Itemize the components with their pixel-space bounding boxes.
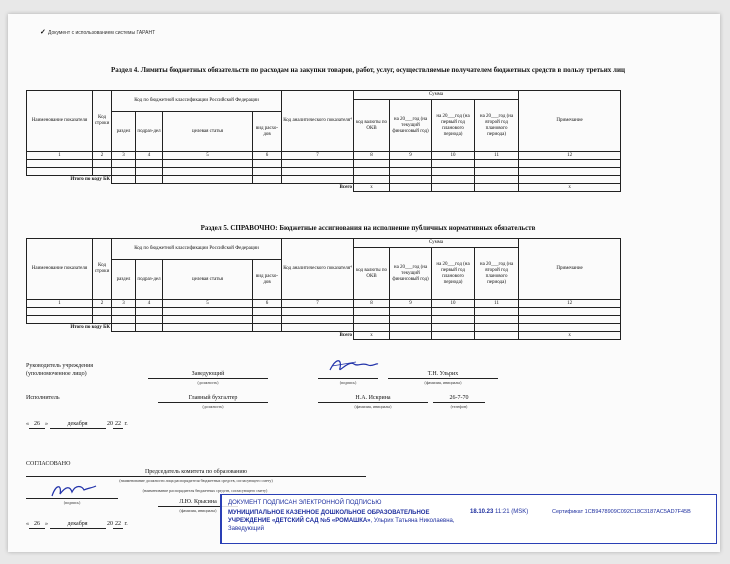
th-cel: целевая статья: [163, 112, 253, 152]
th-podrazdel: подраз-дел: [136, 260, 163, 300]
top-note: Документ с использованием системы ГАРАНТ: [48, 30, 156, 36]
th-sum: Сумма: [354, 91, 519, 100]
table-row: [27, 316, 621, 324]
agreed-signature-line: [26, 490, 118, 499]
table-row: [27, 308, 621, 316]
th-vid: вид расхо-дов: [253, 260, 282, 300]
th-analytic: Код аналитического показателя⁴: [282, 91, 354, 152]
exec-label: Исполнитель: [26, 395, 60, 401]
th-note: Примечание: [519, 239, 621, 300]
head-label: Руководитель учреждения (уполномоченное лицо): [26, 363, 94, 377]
exec-phone: 26-7-70: [433, 394, 485, 403]
th-row-code: Код строки: [93, 239, 112, 300]
section4-table: [26, 90, 621, 192]
head-signature-icon: [326, 356, 380, 376]
stamp-header: ДОКУМЕНТ ПОДПИСАН ЭЛЕКТРОННОЙ ПОДПИСЬЮ: [228, 500, 382, 506]
table-row: 1 2 3 4 5 6 7 8 9 10 11 12: [27, 152, 621, 160]
th-vid: вид расхо-дов: [253, 112, 282, 152]
agreed-position: Председатель комитета по образованию: [26, 468, 366, 477]
section5-title: Раздел 5. СПРАВОЧНО: Бюджетные ассигнования на исполнение публичных нормативных обязательств: [200, 224, 536, 232]
agreed-name: Л.Ю. Крысина: [158, 498, 238, 507]
table-row-vsego: Всего x x: [27, 332, 621, 340]
th-sum: Сумма: [354, 239, 519, 248]
th-razdel: раздел: [112, 112, 136, 152]
agreed-label: СОГЛАСОВАНО: [26, 461, 71, 467]
stamp-org: МУНИЦИПАЛЬНОЕ КАЗЕННОЕ ДОШКОЛЬНОЕ ОБРАЗОВАТЕЛЬНОЕ УЧРЕЖДЕНИЕ «ДЕТСКИЙ САД №5 «РОМАШКА», Ульрих Татьяна Николаевна, Заведующий: [228, 510, 455, 532]
section4-title: Раздел 4. Лимиты бюджетных обязательств по расходам на закупки товаров, работ, услуг, осуществляемые получателем бюджетных средств в пользу третьих лиц: [110, 66, 626, 74]
date-row-2: « 26 » декабря 20 22 г.: [26, 521, 128, 527]
th-bk-code: Код по бюджетной классификации Российской Федерации: [112, 91, 282, 112]
th-bk-code: Код по бюджетной классификации Российской Федерации: [112, 239, 282, 260]
th-year2: на 20___год (на первый год планового периода): [432, 100, 475, 152]
th-razdel: раздел: [112, 260, 136, 300]
garant-mark: ✓: [40, 28, 46, 36]
exec-position: Главный бухгалтер: [158, 394, 268, 403]
table-row: [27, 168, 621, 176]
th-year2: на 20___год (на первый год планового периода): [432, 248, 475, 300]
exec-name: Н.А. Искрина: [318, 394, 428, 403]
table-row: [27, 160, 621, 168]
th-year1: на 20___год (на текущий финансовый год): [390, 248, 432, 300]
th-name: Наименование показателя: [27, 91, 93, 152]
th-name: Наименование показателя: [27, 239, 93, 300]
head-position: Заведующий: [148, 370, 268, 379]
th-year1: на 20___год (на текущий финансовый год): [390, 100, 432, 152]
date-row-1: « 26 » декабря 20 22 г.: [26, 421, 128, 427]
th-currency: код валюты по ОКВ: [354, 248, 390, 300]
section5-table: [26, 238, 621, 340]
th-row-code: Код строки: [93, 91, 112, 152]
th-analytic: Код аналитического показателя⁴: [282, 239, 354, 300]
table-row-itogo: Итого по коду БК: [27, 324, 621, 332]
th-year3: на 20___год (на второй год планового периода): [475, 100, 519, 152]
table-row: 1 2 3 4 5 6 7 8 9 10 11 12: [27, 300, 621, 308]
th-note: Примечание: [519, 91, 621, 152]
stamp-datetime: 18.10.23 11:21 (MSK): [470, 509, 529, 515]
table-row-vsego: Всего x x: [27, 184, 621, 192]
stamp-certificate: Сертификат 1CB9478909C092C18C3187AC5AD7F45B: [552, 509, 691, 515]
table-row-itogo: Итого по коду БК: [27, 176, 621, 184]
document-page: ✓ Документ с использованием системы ГАРАНТ Раздел 4. Лимиты бюджетных обязательств по расходам на закупки товаров, работ, услуг, осуществляемые получателем бюджетных средств в пользу третьих лиц Наименование показателя Код строки Код по бюджетной классификации Российской Федерации Код аналитического показателя⁴ Сумма Примечание код валюты по ОКВ на 20___год (на текущий финансовый год) на 20___год (на первый год планового периода) на 20___год (на второй год планового периода) раздел подраз-дел целевая статья вид расхо-дов 1 2 3 4 5 6 7 8 9 10 11 12 Итого по коду БК Всего x x Раздел 5. СПРАВОЧНО: Бюджетные ассигнования на исполнение публичных нормативных обязательств Наименование показателя Код строки Код по бюджетной классификации Российской Федерации Код аналитического показателя⁴ Сумма Примечание код валюты по ОКВ на 20___год (на текущий финансовый год) на 20___год (на первый год планового периода) на 20___год (на второй год планового периода) раздел подраз-дел целевая статья вид расхо-дов 1 2 3 4 5 6 7 8 9 10 11 12 Итого по коду БК Всего x x Руководитель учреждения (уполномоченное лицо) Заведующий (должность) (подпись) Т.Н. Ульрих (фамилия, инициалы) Исполнитель Главный бухгалтер (должность) Н.А. Искрина (фамилия, инициалы) 26-7-70 (телефон) « 26 » декабря 20 22 г. СОГЛАСОВАНО Председатель комитета по образованию (наименование должности лица распорядителя бюджетных средств, согласующего смету) (наименование распорядителя бюджетных средств, согласующего смету) Л.Ю. Крысина (подпись) (фамилия, инициалы) « 26 » декабря 20 22 г. ДОКУМЕНТ ПОДПИСАН ЭЛЕКТРОННОЙ ПОДПИСЬЮ МУНИЦИПАЛЬНОЕ КАЗЕННОЕ ДОШКОЛЬНОЕ ОБРАЗОВАТЕЛЬНОЕ УЧРЕЖДЕНИЕ «ДЕТСКИЙ САД №5 «РОМАШКА», Ульрих Татьяна Николаевна, Заведующий 18.10.23 11:21 (MSK) Сертификат 1CB9478909C092C18C3187AC5AD7F45B: [8, 14, 720, 552]
e-signature-stamp: [220, 494, 717, 544]
th-podrazdel: подраз-дел: [136, 112, 163, 152]
th-cel: целевая статья: [163, 260, 253, 300]
th-year3: на 20___год (на второй год планового периода): [475, 248, 519, 300]
th-currency: код валюты по ОКВ: [354, 100, 390, 152]
head-name: Т.Н. Ульрих: [388, 370, 498, 379]
